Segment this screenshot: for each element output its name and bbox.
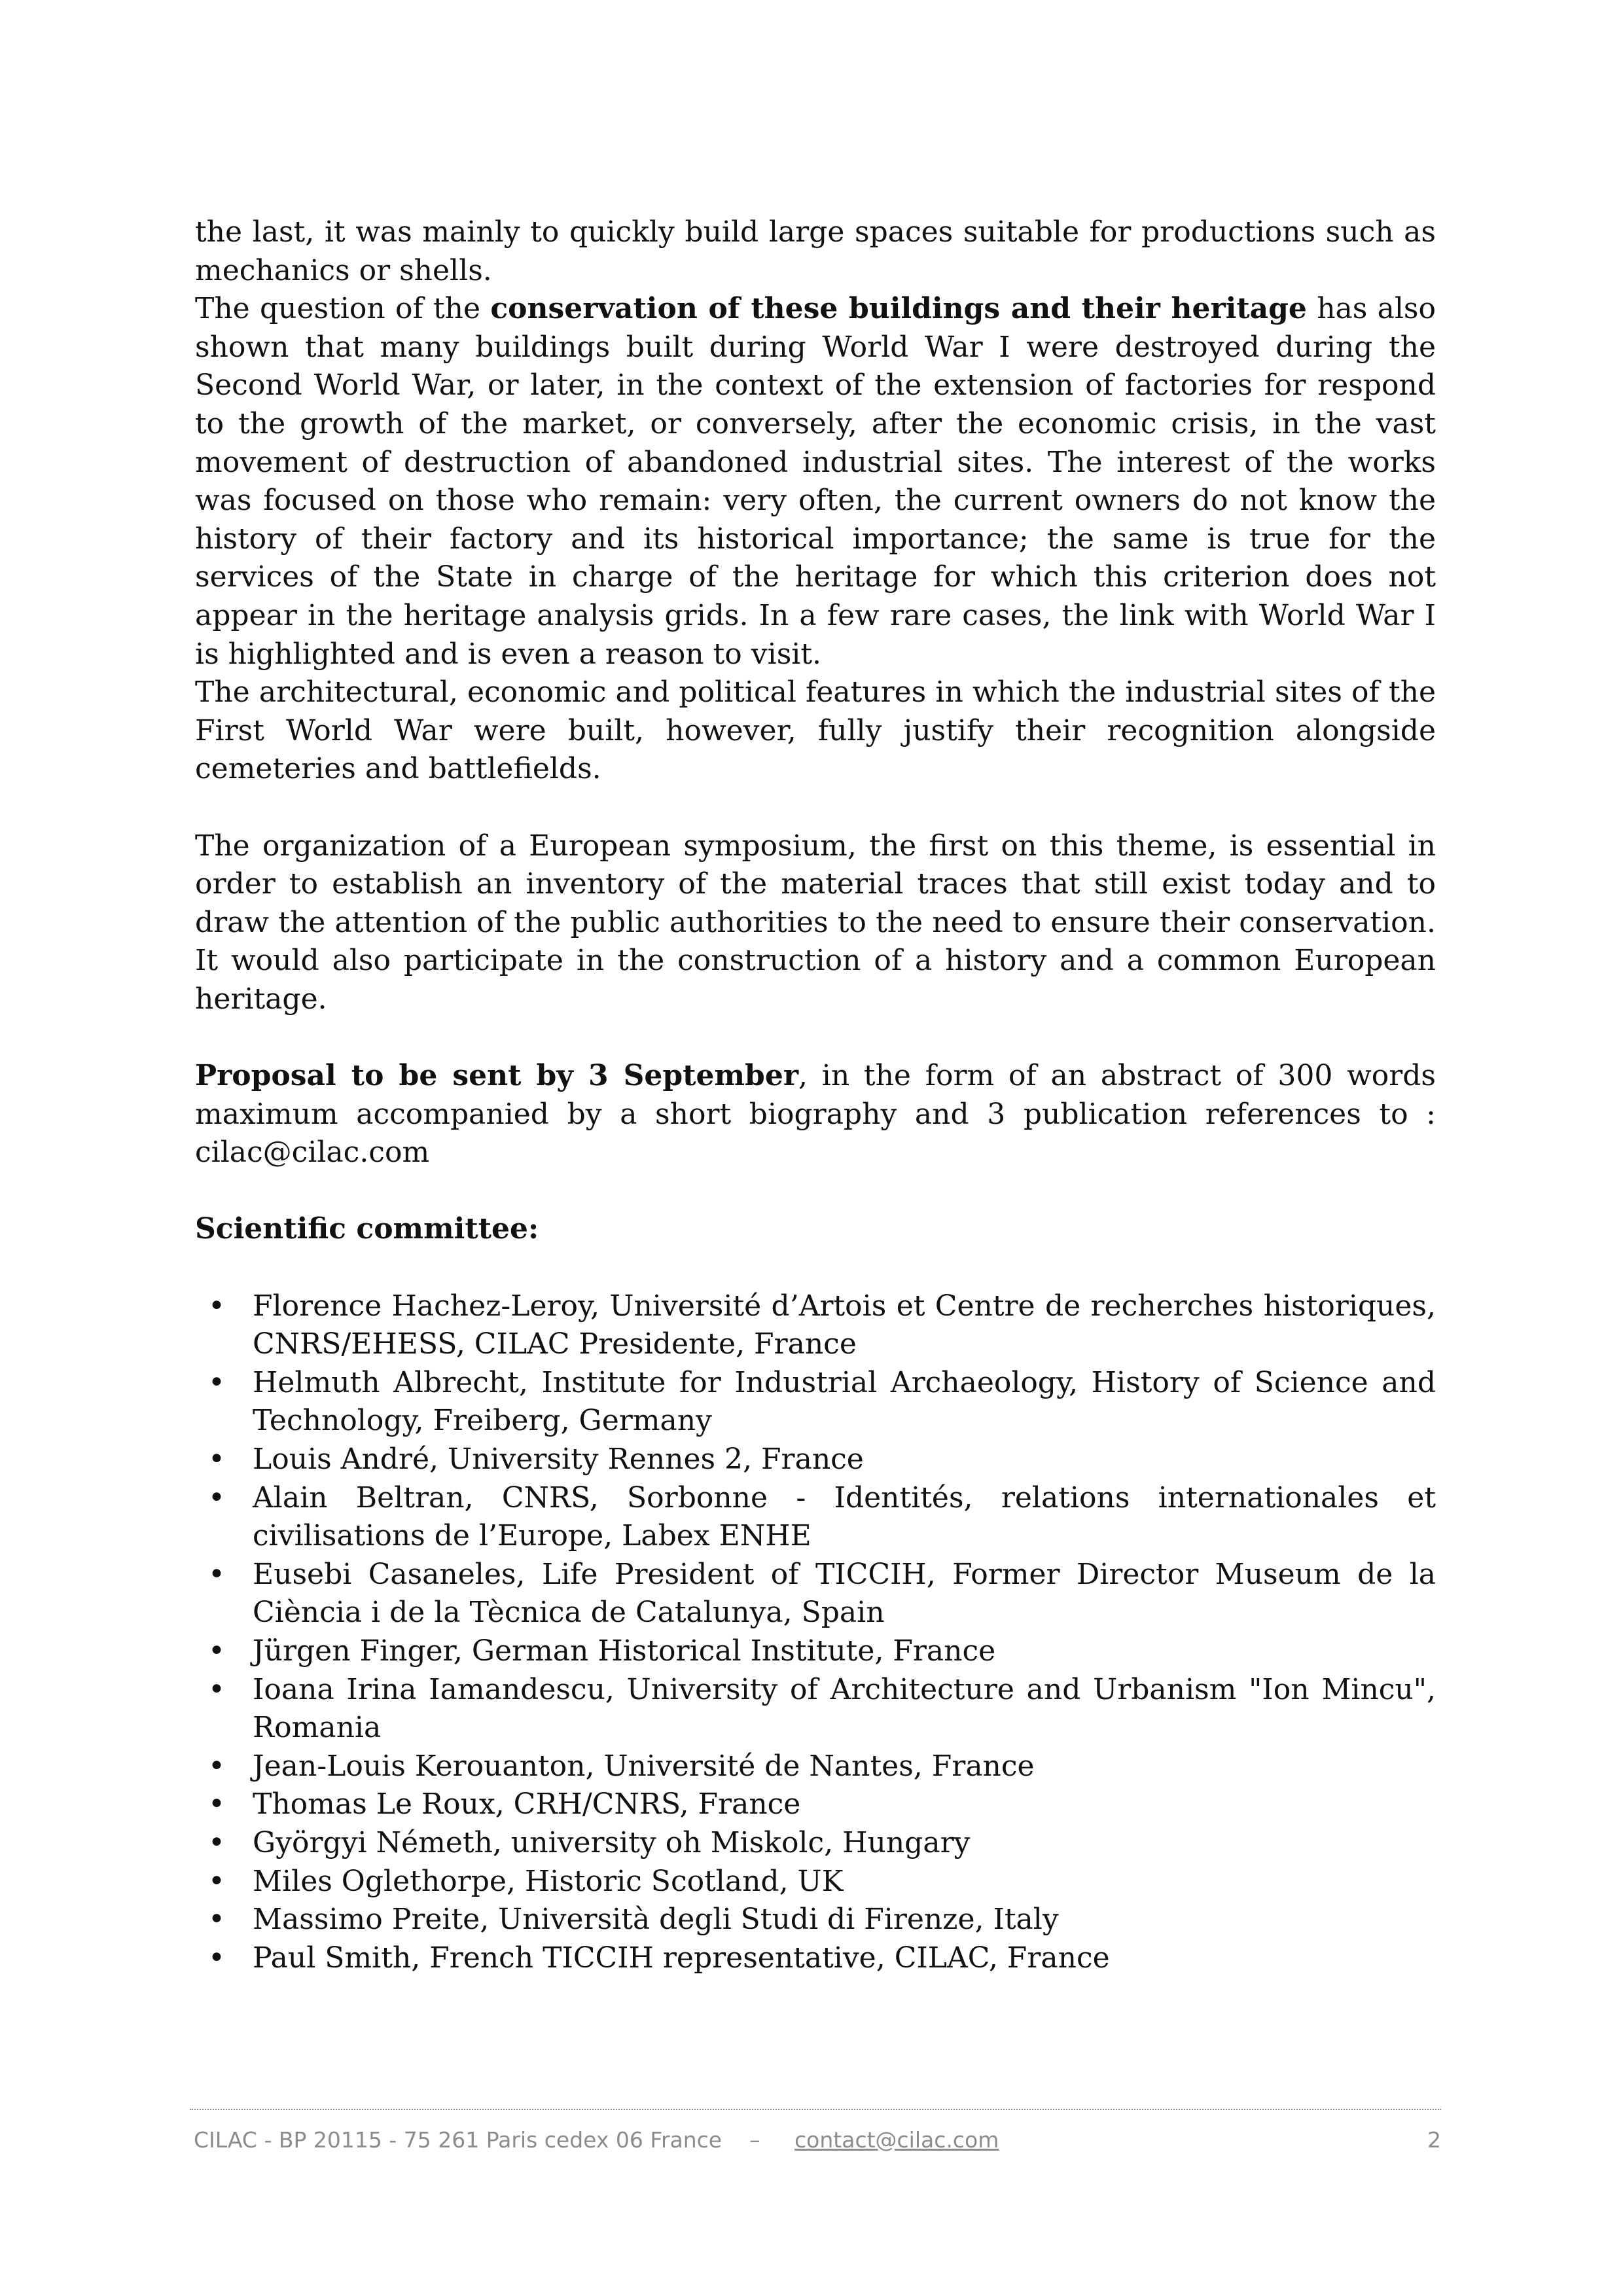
committee-member	[195, 1441, 1436, 1479]
bullet-icon: •	[208, 1557, 225, 1591]
paragraph-conservation	[195, 290, 1436, 673]
footer-address-line	[194, 2126, 999, 2155]
committee-member	[195, 1824, 1436, 1863]
bullet-icon: •	[208, 1825, 225, 1859]
paragraph-conservation-emphasis: conservation of these buildings and their heritage	[490, 292, 1307, 326]
committee-member	[195, 1748, 1436, 1786]
proposal-deadline: Proposal to be sent by 3 September	[195, 1059, 799, 1093]
committee-member	[195, 1863, 1436, 1901]
committee-member	[195, 1632, 1436, 1671]
bullet-icon: •	[208, 1443, 225, 1476]
bullet-icon: •	[208, 1864, 225, 1898]
committee-member-text: Alain Beltran, CNRS, Sorbonne - Identités, relations internationales et civilisations de l’Europe, Labex ENHE	[253, 1480, 1436, 1553]
bullet-icon: •	[208, 1634, 225, 1668]
paragraph-proposal	[195, 1057, 1436, 1172]
bullet-icon: •	[208, 1787, 225, 1821]
committee-member-text: Thomas Le Roux, CRH/CNRS, France	[253, 1787, 801, 1821]
proposal-details: , in the form of an abstract of 300 words maximum accompanied by a short biography and 3 publication references to : cilac@cilac.com	[195, 1059, 1436, 1170]
committee-member-text: Eusebi Casaneles, Life President of TICCIH, Former Director Museum de la Ciència i de la Tècnica de Catalunya, Spain	[253, 1557, 1436, 1630]
committee-member-text: Györgyi Németh, university oh Miskolc, Hungary	[253, 1825, 971, 1859]
document-body	[195, 213, 1436, 1977]
committee-member-text: Ioana Irina Iamandescu, University of Architecture and Urbanism "Ion Mincu", Romania	[253, 1672, 1436, 1745]
committee-member	[195, 1556, 1436, 1632]
committee-member-text: Helmuth Albrecht, Institute for Industrial Archaeology, History of Science and Technology, Freiberg, Germany	[253, 1365, 1436, 1438]
committee-member-text: Jürgen Finger, German Historical Institute, France	[253, 1634, 996, 1668]
paragraph-conservation-body: has also shown that many buildings built during World War I were destroyed during the Second World War, or later, in the context of the extension of factories for respond to the growth of the market, or conversely, after the economic crisis, in the vast movement of destruction of abandoned industrial sites. The interest of the works was focused on those who remain: very often, the current owners do not know the history of their factory and its historical importance; the same is true for the services of the State in charge of the heritage for which this criterion does not appear in the heritage analysis grids. In a few rare cases, the link with World War I is highlighted and is even a reason to visit.	[195, 292, 1436, 671]
paragraph-spacer	[195, 789, 1436, 827]
paragraph-symposium: The organization of a European symposium, the first on this theme, is essential in order to establish an inventory of the material traces that still exist today and to draw the attention of the public authorities to the need to ensure their conservation. It would also participate in the construction of a history and a common European heritage.	[195, 829, 1436, 1016]
committee-list	[195, 1287, 1436, 1978]
committee-member	[195, 1671, 1436, 1748]
paragraph-spacer	[195, 1172, 1436, 1211]
committee-member	[195, 1364, 1436, 1441]
committee-member-text: Jean-Louis Kerouanton, Université de Nantes, France	[253, 1749, 1035, 1783]
footer-separator: –	[749, 2127, 760, 2153]
committee-member-text: Miles Oglethorpe, Historic Scotland, UK	[253, 1864, 844, 1898]
committee-member	[195, 1287, 1436, 1364]
committee-member	[195, 1785, 1436, 1824]
bullet-icon: •	[208, 1749, 225, 1783]
committee-member	[195, 1479, 1436, 1556]
paragraph-intro-continuation: the last, it was mainly to quickly build large spaces suitable for productions such as mechanics or shells.	[195, 215, 1436, 287]
committee-member-text: Paul Smith, French TICCIH representative, CILAC, France	[253, 1941, 1110, 1975]
bullet-icon: •	[208, 1903, 225, 1937]
bullet-icon: •	[208, 1365, 225, 1399]
paragraph-conservation-lead: The question of the	[195, 292, 491, 326]
bullet-icon: •	[208, 1289, 225, 1323]
page-footer	[190, 2109, 1441, 2153]
committee-member-text: Louis André, University Rennes 2, France	[253, 1443, 864, 1476]
committee-member-text: Massimo Preite, Università degli Studi di Firenze, Italy	[253, 1903, 1059, 1937]
paragraph-recognition: The architectural, economic and political features in which the industrial sites of the First World War were built, however, fully justify their recognition alongside cemeteries and battlefields.	[195, 675, 1436, 786]
page-number: 2	[1427, 2127, 1441, 2153]
committee-member-text: Florence Hachez-Leroy, Université d’Artois et Centre de recherches historiques, CNRS/EHESS, CILAC Presidente, France	[253, 1289, 1436, 1361]
bullet-icon: •	[208, 1672, 225, 1706]
committee-heading: Scientific committee:	[195, 1212, 539, 1246]
paragraph-spacer	[195, 1018, 1436, 1057]
paragraph-spacer	[195, 1249, 1436, 1287]
bullet-icon: •	[208, 1941, 225, 1975]
committee-member	[195, 1939, 1436, 1978]
committee-member	[195, 1901, 1436, 1939]
footer-email-link[interactable]: contact@cilac.com	[794, 2127, 999, 2153]
footer-address: CILAC - BP 20115 - 75 261 Paris cedex 06 France	[194, 2127, 722, 2153]
bullet-icon: •	[208, 1480, 225, 1515]
